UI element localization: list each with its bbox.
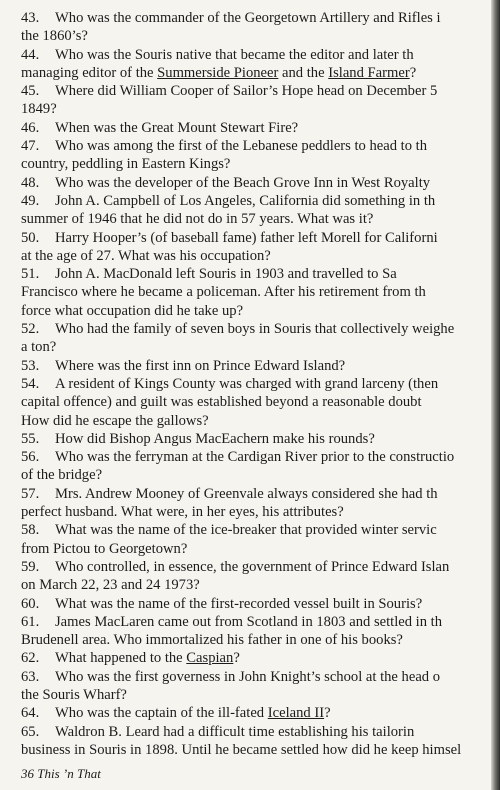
question-number: 49. (21, 192, 40, 209)
question-number: 61. (21, 613, 40, 630)
question-number: 43. (21, 10, 40, 26)
question-continuation-line (21, 466, 491, 484)
question-text: ? (409, 64, 417, 81)
question-text: Brudenell area. Who immortalized his father in one of his books? (21, 632, 403, 649)
question-number: 65. (21, 723, 40, 740)
question-number: 47. (21, 138, 40, 155)
question-text: James MacLaren came out from Scotland in 1803 and settled in th (55, 613, 443, 630)
question-continuation-line (21, 503, 491, 521)
question-line (21, 320, 491, 338)
question-line (21, 265, 491, 283)
question-continuation-line (21, 576, 491, 594)
question-continuation-line (21, 412, 491, 430)
question-text: and the (278, 64, 329, 81)
question-line (21, 448, 491, 466)
question-text: Who was the developer of the Beach Grove Inn in West Royalty (55, 174, 431, 191)
question-text: business in Souris in 1898. Until he became settled how did he keep himsel (21, 741, 462, 758)
question-text: How did he escape the gallows? (21, 412, 209, 429)
question-line (21, 119, 491, 137)
question-text: country, peddling in Eastern Kings? (21, 156, 231, 173)
question-text: ? (233, 650, 240, 667)
question-text: How did Bishop Angus MacEachern make his rounds? (55, 430, 375, 447)
question-number: 54. (21, 375, 40, 392)
question-text: from Pictou to Georgetown? (21, 540, 188, 557)
question-text: John A. MacDonald left Souris in 1903 and travelled to Sa (55, 266, 397, 283)
question-text: 1849? (21, 101, 57, 118)
question-continuation-line (21, 338, 491, 356)
question-number: 59. (21, 558, 40, 575)
question-number: 45. (21, 83, 40, 100)
question-continuation-line (21, 100, 491, 118)
question-text: force what occupation did he take up? (21, 302, 244, 319)
question-text: What was the name of the ice-breaker that provided winter servic (55, 522, 437, 539)
question-line (21, 375, 491, 393)
question-text: Who controlled, in essence, the government of Prince Edward Islan (55, 558, 450, 575)
question-line (21, 723, 491, 741)
question-line (21, 485, 491, 503)
question-line (21, 174, 491, 192)
question-line (21, 9, 491, 27)
question-text: Where was the first inn on Prince Edward Island? (55, 357, 346, 374)
question-continuation-line (21, 155, 491, 173)
question-line (21, 613, 491, 631)
question-text: the Souris Wharf? (21, 686, 127, 703)
underlined-title: Caspian (186, 650, 234, 667)
question-continuation-line (21, 283, 491, 301)
question-text: summer of 1946 that he did not do in 57 years. What was it? (21, 211, 374, 228)
question-text: Harry Hooper’s (of baseball fame) father left Morell for Californi (55, 229, 438, 246)
question-number: 57. (21, 485, 40, 502)
question-text: Who was the first governess in John Knight’s school at the head o (55, 668, 441, 685)
question-line (21, 192, 491, 210)
question-number: 53. (21, 357, 40, 374)
underlined-title: Summerside Pioneer (157, 64, 279, 81)
question-text: A resident of Kings County was charged with grand larceny (then (55, 375, 439, 392)
question-line (21, 649, 491, 667)
question-continuation-line (21, 64, 491, 82)
underlined-title: Iceland II (267, 705, 325, 722)
question-text: Who was the ferryman at the Cardigan River prior to the constructio (55, 449, 455, 466)
question-text: What was the name of the first-recorded vessel built in Souris? (55, 595, 423, 612)
question-text: Where did William Cooper of Sailor’s Hope head on December 5 (55, 83, 438, 100)
question-number: 44. (21, 46, 40, 63)
question-continuation-line (21, 302, 491, 320)
question-number: 46. (21, 119, 40, 136)
question-number: 55. (21, 430, 40, 447)
question-continuation-line (21, 631, 491, 649)
question-number: 56. (21, 449, 40, 466)
question-continuation-line (21, 393, 491, 411)
question-line (21, 229, 491, 247)
question-line (21, 430, 491, 448)
question-list (21, 9, 491, 759)
question-text: Mrs. Andrew Mooney of Greenvale always considered she had th (55, 485, 438, 502)
question-line (21, 46, 491, 64)
question-text: at the age of 27. What was his occupation? (21, 247, 271, 264)
question-line (21, 704, 491, 722)
question-number: 64. (21, 705, 40, 722)
question-number: 58. (21, 522, 40, 539)
question-line (21, 668, 491, 686)
page-footer: 36 This ’n That (21, 766, 101, 781)
question-number: 51. (21, 266, 40, 283)
question-number: 63. (21, 668, 40, 685)
question-text: Who was the captain of the ill-fated (55, 705, 268, 722)
question-continuation-line (21, 27, 491, 45)
question-text: Who had the family of seven boys in Souris that collectively weighe (55, 321, 455, 338)
question-text: Who was among the first of the Lebanese peddlers to head to th (55, 138, 428, 155)
question-text: of the bridge? (21, 467, 103, 484)
question-continuation-line (21, 247, 491, 265)
question-text: John A. Campbell of Los Angeles, California did something in th (55, 192, 436, 209)
question-text: managing editor of the (21, 64, 158, 81)
question-text: Waldron B. Leard had a difficult time establishing his tailorin (55, 723, 415, 740)
question-text: ? (324, 705, 331, 722)
underlined-title: Island Farmer (328, 64, 410, 81)
question-number: 52. (21, 321, 40, 338)
question-number: 62. (21, 650, 40, 667)
question-text: the 1860’s? (21, 28, 88, 45)
question-line (21, 595, 491, 613)
question-number: 60. (21, 595, 40, 612)
question-text: capital offence) and guilt was established beyond a reasonable doubt (21, 394, 422, 411)
question-text: What happened to the (55, 650, 187, 667)
question-text: Who was the commander of the Georgetown Artillery and Rifles i (55, 10, 441, 26)
question-text: on March 22, 23 and 24 1973? (21, 577, 200, 594)
question-continuation-line (21, 741, 491, 759)
question-line (21, 82, 491, 100)
question-line (21, 521, 491, 539)
question-number: 48. (21, 174, 40, 191)
question-text: Who was the Souris native that became the editor and later th (55, 46, 414, 63)
question-continuation-line (21, 686, 491, 704)
question-line (21, 137, 491, 155)
question-number: 50. (21, 229, 40, 246)
page-binding-edge (491, 0, 500, 790)
question-continuation-line (21, 540, 491, 558)
question-line (21, 357, 491, 375)
question-text: perfect husband. What were, in her eyes, his attributes? (21, 504, 344, 521)
question-text: Francisco where he became a policeman. After his retirement from th (21, 284, 426, 301)
question-line (21, 558, 491, 576)
question-continuation-line (21, 210, 491, 228)
question-text: a ton? (21, 339, 57, 356)
question-text: When was the Great Mount Stewart Fire? (55, 119, 299, 136)
